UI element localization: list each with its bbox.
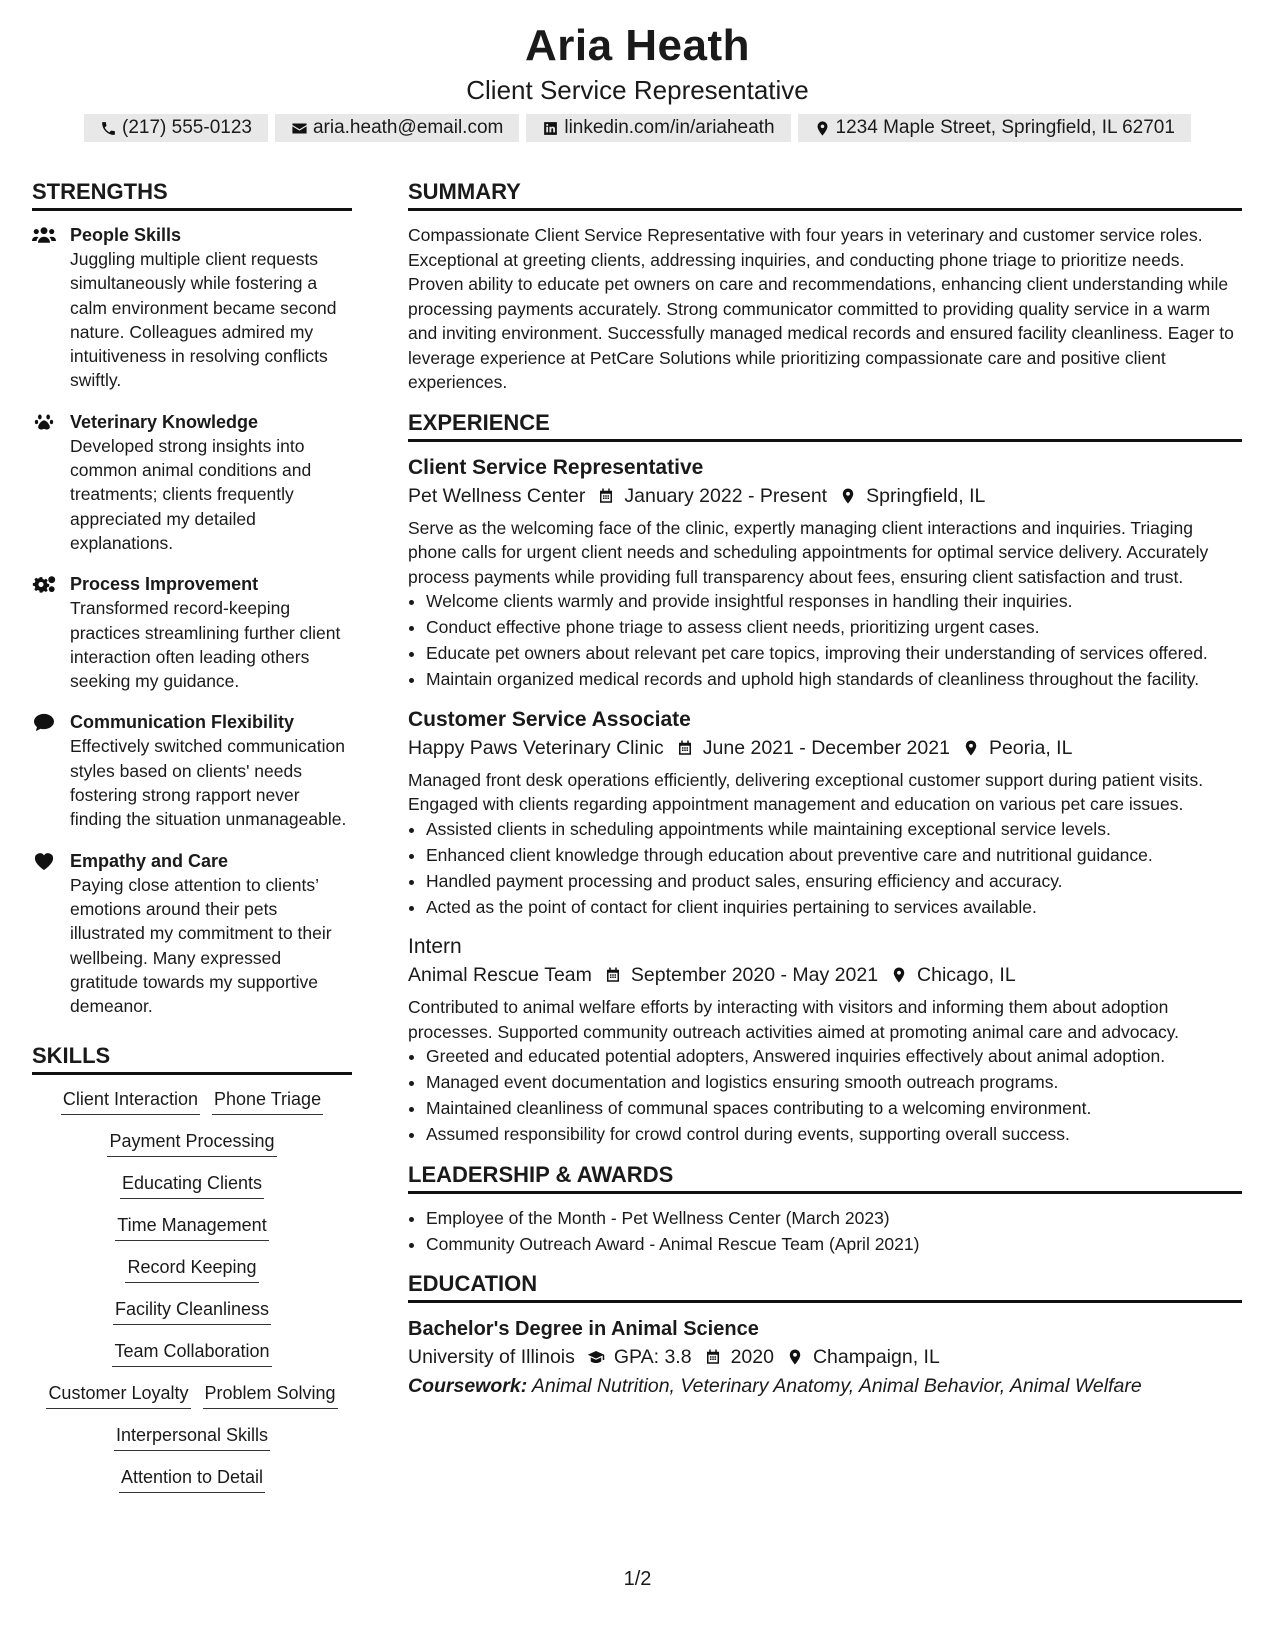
job-bullet: • Handled payment processing and product sales, ensuring efficiency and accuracy. [426, 869, 1242, 894]
job-location: Peoria, IL [988, 736, 1073, 759]
job-entry [408, 454, 1242, 692]
calendar-icon [597, 487, 615, 505]
coursework-list: Animal Nutrition, Veterinary Anatomy, Animal Behavior, Animal Welfare [531, 1375, 1142, 1397]
job-location: Chicago, IL [917, 964, 1016, 986]
map-marker-icon [962, 739, 980, 757]
coursework [408, 1371, 1242, 1401]
job-company: Animal Rescue Team [408, 964, 592, 986]
job-bullet: • Maintain organized medical records and uphold high standards of cleanliness throughout the facility. [426, 667, 1242, 692]
speech-bubble-icon [32, 712, 56, 732]
summary-text: Compassionate Client Service Representative with four years in veterinary and customer service roles. Exceptional at greeting clients, addressing inquiries, and conducting phone triage to prioritize needs. Proven ability to educate pet owners on care and recommendations, enhancing client understanding while processing payments accurately. Strong communicator committed to providing quality service in a warm and inviting environment. Successfully managed medical records and ensured facility cleanliness. Eager to leverage experience at PetCare Solutions while prioritizing compassionate care and positive client experiences. [408, 225, 1234, 392]
gpa: GPA: 3.8 [613, 1346, 692, 1368]
phone-icon [100, 120, 117, 137]
skills-heading: SKILLS [32, 1042, 352, 1075]
contact-email-text: aria.heath@email.com [312, 117, 504, 138]
job-description: Contributed to animal welfare efforts by interacting with visitors and informing them about adoption processes. Supported community outreach activities aimed at promoting animal care and advocacy. [408, 997, 1180, 1042]
contact-phone[interactable] [84, 114, 268, 142]
strength-desc: Developed strong insights into common animal conditions and treatments; clients frequently appreciated my detailed explanations. [70, 435, 312, 553]
summary-heading: SUMMARY [408, 178, 1242, 211]
job-bullet: • Conduct effective phone triage to assess client needs, prioritizing urgent cases. [426, 615, 1242, 640]
job-description: Serve as the welcoming face of the clinic, expertly managing client interactions and inquiries. Triaging phone calls for urgent client needs and scheduling appointments for optimal service delivery. Accurately process payments while providing full transparency about fees, ensuring client satisfaction and trust. [408, 517, 1209, 587]
left-column [32, 178, 352, 1507]
job-dates: September 2020 - May 2021 [630, 964, 879, 986]
map-marker-icon [839, 487, 857, 505]
job-entry [408, 933, 1242, 1147]
calendar-icon [704, 1348, 722, 1366]
award-item: • Community Outreach Award - Animal Rescue Team (April 2021) [426, 1232, 1242, 1257]
degree-title: Bachelor's Degree in Animal Science [408, 1318, 759, 1340]
resume-header [0, 0, 1275, 142]
map-marker-icon [890, 966, 908, 984]
job-dates: January 2022 - Present [624, 484, 828, 507]
education-heading: EDUCATION [408, 1270, 1242, 1303]
strength-item [32, 710, 352, 831]
job-location: Springfield, IL [866, 484, 986, 507]
school-name: University of Illinois [408, 1346, 575, 1368]
skill-tag: Team Collaboration [112, 1339, 271, 1367]
skill-tag: Customer Loyalty [46, 1381, 190, 1409]
contact-phone-text: (217) 555-0123 [122, 117, 252, 138]
strength-name: Communication Flexibility [70, 712, 295, 733]
strength-item [32, 572, 352, 693]
job-bullet: • Greeted and educated potential adopters, Answered inquiries effectively about animal adoption. [426, 1044, 1242, 1069]
job-title: Customer Service Associate [408, 707, 691, 731]
gears-icon [32, 574, 56, 594]
strength-name: Process Improvement [70, 574, 259, 595]
skill-tag: Attention to Detail [119, 1465, 265, 1493]
skill-tag: Educating Clients [120, 1171, 264, 1199]
skill-tag: Record Keeping [125, 1255, 258, 1283]
graduation-cap-icon [587, 1348, 605, 1366]
map-marker-icon [814, 120, 831, 137]
job-bullet: • Educate pet owners about relevant pet care topics, improving their understanding of services offered. [426, 641, 1242, 666]
job-meta [408, 734, 1242, 762]
contact-address [798, 114, 1191, 142]
strength-desc: Paying close attention to clients’ emotions around their pets illustrated my commitment to their wellbeing. Many expressed gratitude towards my supportive demeanor. [70, 874, 332, 1017]
heart-icon [32, 851, 56, 871]
skills-list [32, 1087, 352, 1493]
calendar-icon [676, 739, 694, 757]
skill-tag: Problem Solving [203, 1381, 338, 1409]
job-title: Intern [408, 935, 462, 958]
job-entry [408, 706, 1242, 920]
contact-linkedin[interactable] [526, 114, 790, 142]
award-item: • Employee of the Month - Pet Wellness Center (March 2023) [426, 1206, 1242, 1231]
awards-list [408, 1206, 1242, 1257]
education-meta [408, 1343, 1242, 1371]
job-bullet: • Assisted clients in scheduling appointments while maintaining exceptional service levels. [426, 817, 1242, 842]
skill-tag: Payment Processing [107, 1129, 276, 1157]
strengths-heading: STRENGTHS [32, 178, 352, 211]
strength-desc: Transformed record-keeping practices streamlining further client interaction often leading others seeking my guidance. [70, 598, 341, 692]
awards-heading: LEADERSHIP & AWARDS [408, 1161, 1242, 1194]
strength-name: Empathy and Care [70, 850, 229, 871]
job-bullet: • Maintained cleanliness of communal spaces contributing to a welcoming environment. [426, 1096, 1242, 1121]
contact-linkedin-text: linkedin.com/in/ariaheath [564, 117, 775, 138]
people-icon [32, 225, 56, 245]
job-description: Managed front desk operations efficiently, delivering exceptional customer support during patient visits. Engaged with clients regarding appointment management and education on various pet care issues. [408, 769, 1204, 814]
job-company: Happy Paws Veterinary Clinic [408, 736, 664, 759]
job-bullet: • Managed event documentation and logistics ensuring smooth outreach programs. [426, 1070, 1242, 1095]
right-column [408, 178, 1242, 1401]
linkedin-icon [542, 120, 559, 137]
job-bullets [408, 817, 1242, 920]
candidate-title: Client Service Representative [466, 75, 809, 105]
strength-item [32, 410, 352, 555]
contact-email[interactable] [275, 114, 519, 142]
strength-desc: Effectively switched communication styles based on clients' needs fostering strong rapport never finding the situation unmanageable. [70, 736, 347, 830]
graduation-year: 2020 [730, 1346, 774, 1368]
strength-item [32, 849, 352, 1019]
job-bullet: • Assumed responsibility for crowd control during events, supporting overall success. [426, 1122, 1242, 1147]
job-bullet: • Enhanced client knowledge through education about preventive care and nutritional guidance. [426, 843, 1242, 868]
strength-name: Veterinary Knowledge [70, 411, 259, 432]
map-marker-icon [786, 1348, 804, 1366]
strength-item [32, 223, 352, 393]
job-bullets [408, 589, 1242, 692]
skill-tag: Phone Triage [212, 1087, 323, 1115]
strength-name: People Skills [70, 225, 182, 245]
calendar-icon [604, 966, 622, 984]
skill-tag: Interpersonal Skills [114, 1423, 270, 1451]
job-title: Client Service Representative [408, 455, 704, 479]
job-dates: June 2021 - December 2021 [702, 736, 950, 759]
coursework-label: Coursework: [408, 1375, 528, 1397]
skill-tag: Client Interaction [61, 1087, 200, 1115]
job-bullet: • Welcome clients warmly and provide insightful responses in handling their inquiries. [426, 589, 1242, 614]
paw-icon [32, 412, 56, 432]
skill-tag: Facility Cleanliness [113, 1297, 271, 1325]
experience-heading: EXPERIENCE [408, 409, 1242, 442]
job-bullet: • Acted as the point of contact for client inquiries pertaining to services available. [426, 895, 1242, 920]
job-meta [408, 482, 1242, 510]
job-meta [408, 961, 1242, 989]
skill-tag: Time Management [115, 1213, 268, 1241]
page-number: 1/2 [623, 1568, 652, 1590]
candidate-name: Aria Heath [524, 21, 751, 70]
contact-bar [0, 114, 1275, 142]
strength-desc: Juggling multiple client requests simultaneously while fostering a calm environment became second nature. Colleagues admired my intuitiveness in resolving conflicts swiftly. [70, 249, 337, 391]
envelope-icon [291, 120, 308, 137]
contact-address-text: 1234 Maple Street, Springfield, IL 62701 [835, 117, 1175, 138]
job-company: Pet Wellness Center [408, 484, 586, 507]
school-location: Champaign, IL [812, 1346, 940, 1368]
job-bullets [408, 1044, 1242, 1147]
